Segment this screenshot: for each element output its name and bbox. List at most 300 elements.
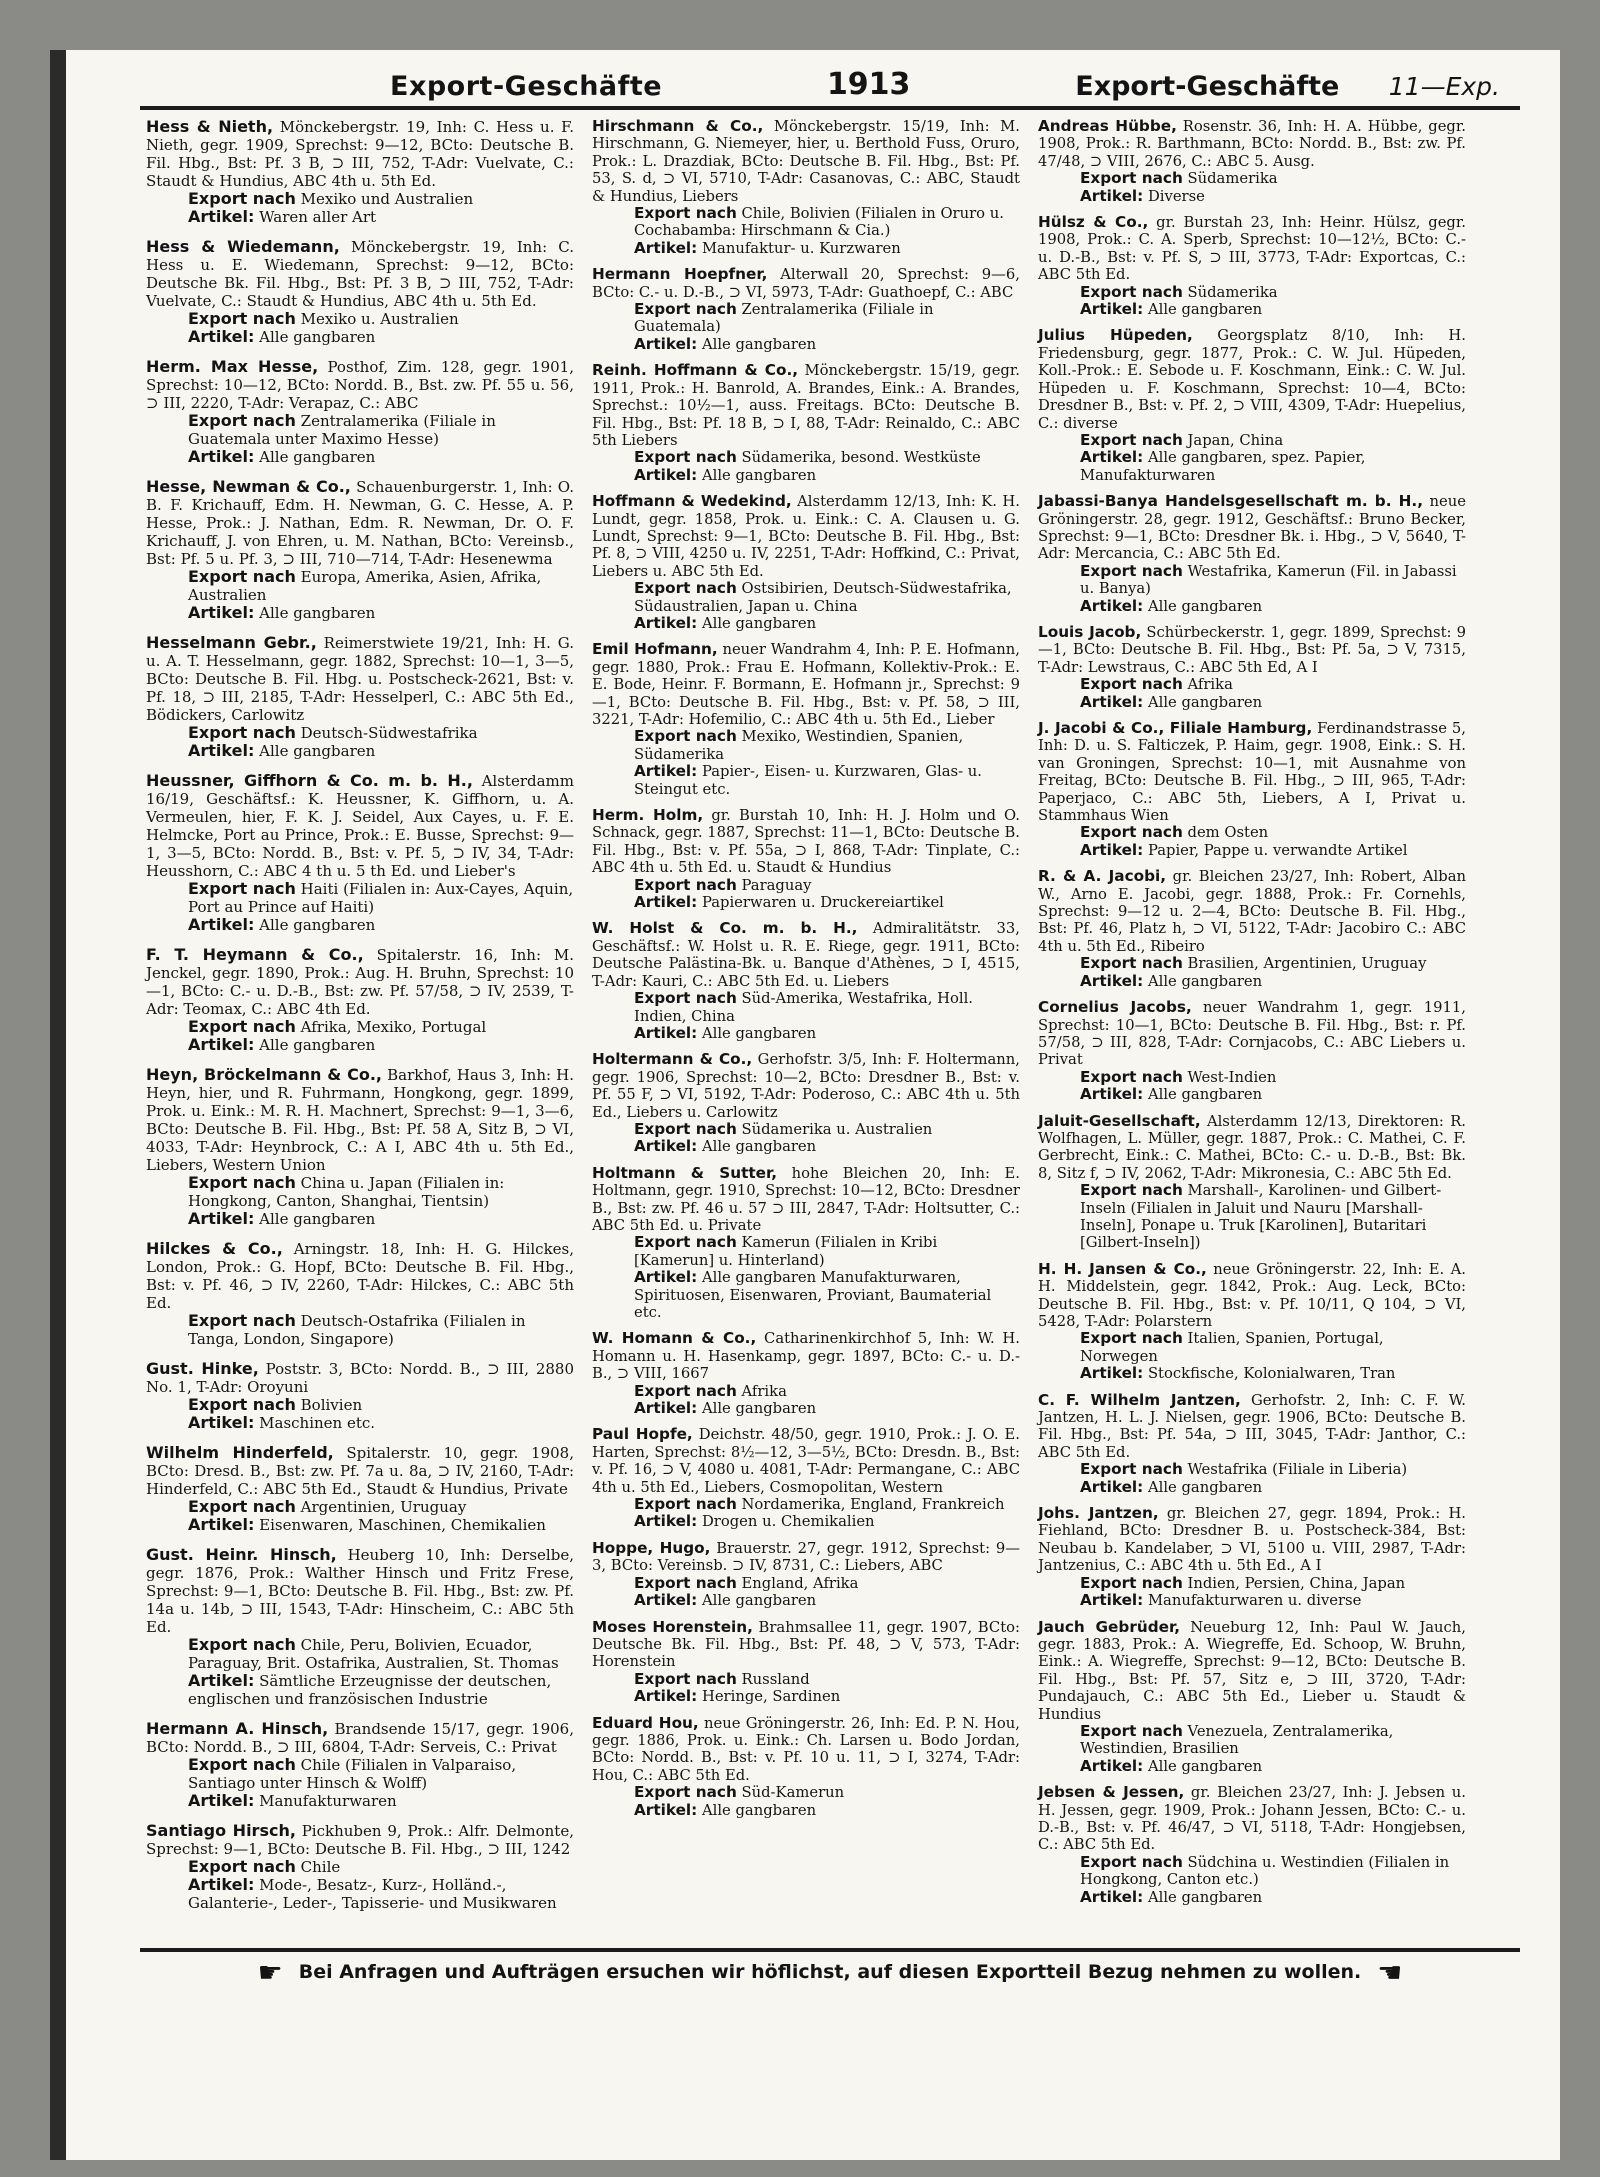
export-label: Export nach (634, 448, 737, 467)
export-value: Italien, Spanien, Portugal, Norwegen (1080, 1330, 1384, 1365)
export-value: Venezuela, Zentralamerika, Westindien, Brasilien (1080, 1722, 1394, 1758)
export-value: Westafrika (Filiale in Liberia) (1187, 1461, 1408, 1479)
entry-details (146, 478, 574, 568)
articles-label: Artikel: (188, 1671, 255, 1690)
entry-details (1038, 493, 1466, 563)
company-name: Hermann A. Hinsch, (146, 1719, 329, 1738)
company-name: Gust. Hinke, (146, 1359, 259, 1378)
company-name: Gust. Heinr. Hinsch, (146, 1545, 337, 1564)
export-label: Export nach (1080, 1067, 1183, 1086)
export-value: China u. Japan (Filialen in: Hongkong, Canton, Shanghai, Tientsin) (188, 1174, 505, 1210)
directory-entry (146, 358, 574, 466)
articles-value: Alle gangbaren (259, 448, 376, 466)
articles-value: Alle gangbaren (1147, 1757, 1263, 1775)
company-name: Jaluit-Gesellschaft, (1038, 1111, 1201, 1130)
articles-label: Artikel: (634, 613, 698, 632)
export-destinations (146, 1396, 574, 1414)
export-destinations (146, 1858, 574, 1876)
company-name: Hesselmann Gebr., (146, 633, 317, 652)
export-destinations (146, 1498, 574, 1516)
company-name: Julius Hüpeden, (1038, 326, 1193, 345)
entry-details (592, 1715, 1020, 1785)
articles (592, 1513, 1020, 1530)
export-label: Export nach (188, 723, 296, 742)
export-destinations (592, 1575, 1020, 1592)
articles (592, 763, 1020, 798)
export-label: Export nach (188, 879, 296, 898)
company-name: R. & A. Jacobi, (1038, 867, 1167, 886)
export-destinations (146, 1312, 574, 1348)
articles-value: Alle gangbaren, spez. Papier, Manufakturwaren (1080, 449, 1366, 484)
company-name: Heussner, Giffhorn & Co. m. b. H., (146, 771, 473, 790)
company-name: Moses Horenstein, (592, 1617, 753, 1636)
directory-entry (592, 807, 1020, 911)
company-name: J. Jacobi & Co., Filiale Hamburg, (1038, 719, 1313, 737)
export-label: Export nach (188, 1635, 296, 1654)
entry-details (146, 772, 574, 880)
articles-value: Heringe, Sardinen (701, 1688, 841, 1706)
directory-entry (146, 1546, 574, 1708)
header-right-group (1075, 71, 1500, 102)
articles (1038, 842, 1466, 859)
export-label: Export nach (1080, 1573, 1183, 1592)
export-destinations (1038, 170, 1466, 187)
articles (1038, 1592, 1466, 1609)
export-label: Export nach (1080, 1460, 1183, 1479)
export-destinations (1038, 824, 1466, 841)
articles-label: Artikel: (1080, 692, 1144, 711)
export-label: Export nach (1080, 1181, 1183, 1200)
export-value: Afrika (1187, 676, 1233, 694)
company-details: Alterwall 20, Sprechst: 9—6, BCto: C.- u. D.-B., ⊃ VI, 5973, T-Adr: Guathoepf, C.: ABC (592, 266, 1020, 301)
directory-entry (592, 118, 1020, 257)
entry-details (592, 118, 1020, 205)
export-value: Süd-Kamerun (741, 1784, 845, 1802)
export-destinations (592, 1784, 1020, 1801)
company-details: Arningstr. 18, Inh: H. G. Hilckes, London, Prok.: G. Hopf, BCto: Deutsche B. Fil. Hbg., Bst: v. Pf. 46, ⊃ IV, 2260, T-Adr: Hilckes, C.: ABC 5th Ed. (146, 1240, 575, 1312)
directory-entry (146, 946, 574, 1054)
export-label: Export nach (634, 1783, 737, 1802)
export-destinations (1038, 1723, 1466, 1758)
export-value: Südamerika (1187, 170, 1278, 188)
entry-details (1038, 1261, 1466, 1331)
company-name: Herm. Max Hesse, (146, 357, 319, 376)
entry-details (146, 1240, 574, 1312)
articles (146, 1516, 574, 1534)
entry-details (592, 1426, 1020, 1496)
export-value: Kamerun (Filialen in Kribi [Kamerun] u. Hinterland) (634, 1234, 938, 1269)
company-name: Holtermann & Co., (592, 1050, 753, 1069)
company-details: Gerhofstr. 2, Inh: C. F. W. Jantzen, H. L. J. Nielsen, gegr. 1906, BCto: Deutsche B. Fil. Hbg., Bst: Pf. 54a, ⊃ III, 3045, T-Adr: Janthor, C.: ABC 5th Ed. (1038, 1391, 1466, 1461)
page-number: 11—Exp. (1388, 72, 1500, 101)
company-name: H. H. Jansen & Co., (1038, 1259, 1207, 1278)
articles-value: Maschinen etc. (259, 1414, 376, 1432)
articles (146, 742, 574, 760)
company-name: Hoppe, Hugo, (592, 1538, 711, 1557)
articles (146, 208, 574, 226)
export-label: Export nach (1080, 1852, 1183, 1871)
directory-entry (146, 478, 574, 622)
export-label: Export nach (1080, 675, 1183, 694)
articles-label: Artikel: (634, 1687, 698, 1706)
articles-label: Artikel: (634, 1137, 698, 1156)
directory-entry (592, 1715, 1020, 1819)
articles-label: Artikel: (634, 1268, 698, 1287)
export-value: Chile, Bolivien (Filialen in Oruro u. Cochabamba: Hirschmann & Cia.) (634, 205, 1004, 240)
articles-value: Manufaktur- u. Kurzwaren (701, 239, 901, 257)
entry-details (1038, 720, 1466, 824)
articles-value: Alle gangbaren (1147, 1478, 1263, 1496)
company-details: Spitalerstr. 16, Inh: M. Jenckel, gegr. 1890, Prok.: Aug. H. Bruhn, Sprechst: 10—1, BCto: C.- u. D.-B., Bst: zw. Pf. 57/58, ⊃ IV, 2539, T-Adr: Teomax, C.: ABC 4th Ed. (146, 946, 575, 1018)
company-name: Johs. Jantzen, (1038, 1504, 1159, 1523)
header-rule (140, 106, 1520, 110)
company-name: W. Holst & Co. m. b. H., (592, 919, 858, 938)
company-name: Hoffmann & Wedekind, (592, 492, 792, 511)
export-label: Export nach (634, 1495, 737, 1514)
export-label: Export nach (634, 579, 737, 598)
entry-details (146, 358, 574, 412)
export-destinations (592, 877, 1020, 894)
articles-label: Artikel: (1080, 1085, 1144, 1104)
company-details: Catharinenkirchhof 5, Inh: W. H. Homann u. H. Hasenkamp, gegr. 1897, BCto: C.- u. D.-B., ⊃ VIII, 1667 (592, 1330, 1020, 1383)
export-value: Deutsch-Südwestafrika (300, 724, 478, 742)
export-value: Süd-Amerika, Westafrika, Holl. Indien, China (634, 990, 973, 1025)
export-value: West-Indien (1187, 1068, 1277, 1086)
articles (1038, 301, 1466, 318)
export-label: Export nach (1080, 823, 1183, 842)
articles (1038, 1365, 1466, 1382)
entry-details (592, 266, 1020, 301)
articles-value: Papier, Pappe u. verwandte Artikel (1147, 841, 1408, 859)
export-value: Mexiko u. Australien (300, 310, 459, 328)
export-destinations (1038, 1182, 1466, 1252)
articles (1038, 1479, 1466, 1496)
page-header (140, 66, 1520, 102)
column-1 (146, 118, 574, 1924)
export-label: Export nach (1080, 1721, 1183, 1740)
articles-label: Artikel: (1080, 596, 1144, 615)
articles (146, 1672, 574, 1708)
articles-label: Artikel: (634, 238, 698, 257)
articles (592, 336, 1020, 353)
articles-label: Artikel: (188, 447, 255, 466)
company-name: Wilhelm Hinderfeld, (146, 1443, 334, 1462)
company-details: Barkhof, Haus 3, Inh: H. Heyn, hier, und R. Fuhrmann, Hongkong, gegr. 1899, Prok. u. Eink.: M. R. H. Machnert, Sprechst: 9—1, 3—6, BCto: Deutsche B. Fil. Hbg., Bst: Pf. 58 A, Sitz B, ⊃ VI, 4033, T-Adr: Heynbrock, C.: A I, ABC 4th u. 5th Ed., Liebers, Western Union (146, 1066, 574, 1174)
articles-label: Artikel: (634, 1512, 698, 1531)
export-destinations (146, 1636, 574, 1672)
articles-value: Alle gangbaren (701, 466, 817, 484)
company-details: Spitalerstr. 10, gegr. 1908, BCto: Dresd. B., Bst: zw. Pf. 7a u. 8a, ⊃ IV, 2160, T-Adr: Hinderfeld, C.: ABC 5th Ed., Staudt & Hundius, Private (146, 1444, 574, 1498)
header-left-title: Export-Geschäfte (390, 71, 663, 102)
articles-label: Artikel: (188, 603, 255, 622)
directory-entry (146, 238, 574, 346)
entry-details (1038, 1784, 1466, 1854)
export-label: Export nach (634, 1233, 737, 1252)
company-name: Emil Hofmann, (592, 640, 718, 659)
export-value: Ostsibirien, Deutsch-Südwestafrika, Südaustralien, Japan u. China (634, 580, 1012, 615)
directory-entry (592, 1051, 1020, 1155)
articles-label: Artikel: (634, 465, 698, 484)
articles-label: Artikel: (1080, 840, 1144, 859)
articles (146, 448, 574, 466)
articles-label: Artikel: (1080, 1364, 1144, 1383)
articles-value: Papierwaren u. Druckereiartikel (701, 894, 944, 912)
export-value: Zentralamerika (Filiale in Guatemala unter Maximo Hesse) (188, 412, 496, 448)
export-destinations (1038, 1575, 1466, 1592)
export-destinations (146, 1174, 574, 1210)
company-name: Jauch Gebrüder, (1038, 1617, 1181, 1636)
entry-details (592, 1619, 1020, 1671)
articles-value: Mode-, Besatz-, Kurz-, Holländ.-, Galanterie-, Leder-, Tapisserie- und Musikwaren (188, 1876, 557, 1912)
company-details: Alsterdamm 16/19, Geschäftsf.: K. Heussner, K. Giffhorn, u. A. Vermeulen, hier, F. K. J. Seidel, Aux Cayes, u. F. E. Helmcke, Port au Prince, Prok.: E. Busse, Sprechst: 9—1, 3—5, BCto: Nordd. B., Bst: v. Pf. 5, ⊃ IV, 34, T-Adr: Heusshorn, C.: ABC 4 th u. 5 th Ed. und Lieber's (146, 772, 574, 880)
export-value: Russland (741, 1670, 810, 1688)
export-value: Südchina u. Westindien (Filialen in Hongkong, Canton etc.) (1080, 1853, 1450, 1889)
directory-entry (146, 634, 574, 760)
column-3 (1038, 118, 1466, 1915)
export-value: Europa, Amerika, Asien, Afrika, Australien (188, 568, 542, 604)
articles-value: Alle gangbaren (259, 916, 376, 934)
company-name: F. T. Heymann & Co., (146, 945, 364, 964)
company-details: Brauerstr. 27, gegr. 1912, Sprechst: 9—3, BCto: Vereinsb. ⊃ IV, 8731, C.: Liebers, ABC (592, 1539, 1020, 1575)
export-value: Südamerika, besond. Westküste (741, 449, 981, 467)
articles-label: Artikel: (188, 1209, 255, 1228)
entry-details (1038, 624, 1466, 676)
directory-entry (1038, 493, 1466, 615)
export-value: Indien, Persien, China, Japan (1187, 1574, 1406, 1592)
articles-label: Artikel: (634, 1399, 698, 1418)
export-label: Export nach (188, 1497, 296, 1516)
articles-value: Manufakturwaren u. diverse (1147, 1592, 1362, 1610)
directory-entry (1038, 999, 1466, 1103)
articles (1038, 1086, 1466, 1103)
entry-details (1038, 327, 1466, 431)
export-value: Chile (300, 1858, 341, 1876)
company-details: gr. Bleichen 23/27, Inh: J. Jebsen u. H. Jessen, gegr. 1909, Prok.: Johann Jessen, BCto: C.- u. D.-B., Bst: v. Pf. 46/47, ⊃ VI, 5118, T-Adr: Hongjebsen, C.: ABC 5th Ed. (1038, 1784, 1466, 1854)
export-value: Paraguay (741, 876, 812, 894)
entry-details (146, 118, 574, 190)
export-value: Mexiko und Australien (300, 190, 474, 208)
articles (592, 1802, 1020, 1819)
export-destinations (146, 412, 574, 448)
articles-value: Alle gangbaren (259, 1210, 376, 1228)
entry-details (592, 1051, 1020, 1121)
articles-value: Alle gangbaren (701, 1138, 817, 1156)
articles (146, 1210, 574, 1228)
articles-label: Artikel: (188, 1515, 255, 1534)
articles-label: Artikel: (1080, 448, 1144, 467)
export-label: Export nach (188, 1755, 296, 1774)
export-label: Export nach (634, 1381, 737, 1400)
export-label: Export nach (1080, 1329, 1183, 1348)
company-details: Poststr. 3, BCto: Nordd. B., ⊃ III, 2880 No. 1, T-Adr: Oroyuni (146, 1360, 574, 1396)
directory-entry (146, 1066, 574, 1228)
export-destinations (146, 310, 574, 328)
entry-details (1038, 1392, 1466, 1462)
company-details: gr. Bleichen 23/27, Inh: Robert, Alban W., Arno E. Jacobi, gegr. 1888, Prok.: Fr. Cornehls, Sprechst: 9—12 u. 2—4, BCto: Deutsche B. Fil. Hbg., Bst: Pf. 46, Platz h, ⊃ VI, 5122, T-Adr: Jacobiro C.: ABC 4th u. 5th Ed., Ribeiro (1038, 868, 1467, 955)
articles (1038, 694, 1466, 711)
articles (592, 1688, 1020, 1705)
articles-label: Artikel: (188, 741, 255, 760)
articles-value: Alle gangbaren (701, 1592, 817, 1610)
company-name: Hesse, Newman & Co., (146, 477, 351, 496)
export-value: Haiti (Filialen in: Aux-Cayes, Aquin, Port au Prince auf Haiti) (188, 880, 574, 916)
articles (146, 1036, 574, 1054)
articles-value: Alle gangbaren (701, 614, 817, 632)
entry-details (1038, 868, 1466, 955)
directory-entry (592, 1540, 1020, 1610)
export-destinations (1038, 676, 1466, 693)
export-destinations (1038, 284, 1466, 301)
articles-label: Artikel: (188, 915, 255, 934)
articles-value: Alle gangbaren (1147, 1086, 1263, 1104)
export-value: Nordamerika, England, Frankreich (741, 1496, 1005, 1514)
articles-value: Waren aller Art (259, 208, 377, 226)
company-details: gr. Bleichen 27, gegr. 1894, Prok.: H. Fiehland, BCto: Dresdner B. u. Postscheck-384, Bst: Neubau b. Kandelaber, ⊃ VI, 5100 u. VIII, 2987, T-Adr: Jantzenius, C.: ABC 4th u. 5th Ed., A I (1038, 1505, 1466, 1575)
company-details: Mönckebergstr. 15/19, Inh: M. Hirschmann, G. Niemeyer, hier, u. Berthold Fuss, Oruro, Prok.: L. Drazdiak, BCto: Deutsche B. Fil. Hbg., Bst: Pf. 53, S. d, ⊃ VI, 5710, T-Adr: Casanovas, C.: ABC, Staudt & Hundius, Liebers (592, 118, 1020, 205)
export-destinations (146, 880, 574, 916)
export-label: Export nach (634, 1669, 737, 1688)
articles-label: Artikel: (188, 1035, 255, 1054)
entry-details (146, 1360, 574, 1396)
directory-entry (1038, 720, 1466, 859)
export-destinations (592, 728, 1020, 763)
entry-details (146, 1720, 574, 1756)
articles (1038, 1889, 1466, 1906)
export-label: Export nach (188, 567, 296, 586)
articles (592, 894, 1020, 911)
export-destinations (1038, 955, 1466, 972)
company-name: Jebsen & Jessen, (1038, 1783, 1185, 1802)
directory-entry (592, 362, 1020, 484)
company-details: Brahmsallee 11, gegr. 1907, BCto: Deutsche Bk. Fil. Hbg., Bst: Pf. 48, ⊃ V, 573, T-Adr: Horenstein (592, 1618, 1020, 1671)
company-details: Ferdinandstrasse 5, Inh: D. u. S. Falticzek, P. Haim, gegr. 1908, Eink.: S. H. van Groningen, Sprechst: 10—1, mit Ausnahme von Freitag, BCto: Deutsche B. Fil. Hbg., ⊃ III, 965, T-Adr: Paperjaco, C.: ABC 5th, Liebers, A I, Privat u. Stammhaus Wien (1038, 720, 1466, 825)
company-details: Brandsende 15/17, gegr. 1906, BCto: Nordd. B., ⊃ III, 6804, T-Adr: Serveis, C.: Privat (146, 1720, 574, 1756)
company-name: Holtmann & Sutter, (592, 1163, 778, 1182)
export-value: Afrika (741, 1382, 787, 1400)
entry-details (592, 1165, 1020, 1235)
articles-label: Artikel: (634, 1023, 698, 1042)
company-details: neue Gröningerstr. 22, Inh: E. A. H. Middelstein, gegr. 1842, Prok.: Aug. Leck, BCto: Deutsche B. Fil. Hbg., Bst: v. Pf. 10/11, Q 104, ⊃ VI, 5428, T-Adr: Polarstern (1038, 1260, 1466, 1330)
company-details: Pickhuben 9, Prok.: Alfr. Delmonte, Sprechst: 9—1, BCto: Deutsche B. Fil. Hbg., ⊃ III, 1242 (146, 1822, 574, 1858)
export-label: Export nach (188, 309, 296, 328)
export-destinations (592, 1496, 1020, 1513)
export-label: Export nach (1080, 169, 1183, 188)
directory-entry (592, 920, 1020, 1042)
articles-label: Artikel: (1080, 971, 1144, 990)
articles-value: Alle gangbaren (1147, 1888, 1263, 1906)
articles-value: Alle gangbaren (1147, 301, 1263, 319)
export-label: Export nach (634, 727, 737, 746)
entry-details (592, 920, 1020, 990)
export-label: Export nach (188, 1173, 296, 1192)
entry-details (592, 362, 1020, 449)
articles-label: Artikel: (1080, 300, 1144, 319)
export-destinations (592, 1121, 1020, 1138)
articles (592, 240, 1020, 257)
articles (592, 615, 1020, 632)
company-details: Gerhofstr. 3/5, Inh: F. Holtermann, gegr. 1906, Sprechst: 10—2, BCto: Dresdner B., Bst: v. Pf. 55 F, ⊃ VI, 5192, T-Adr: Poderoso, C.: ABC 4th u. 5th Ed., Liebers u. Carlowitz (592, 1051, 1020, 1121)
company-name: Reinh. Hoffmann & Co., (592, 361, 799, 380)
articles (146, 1792, 574, 1810)
entry-details (146, 238, 574, 310)
export-value: Afrika, Mexiko, Portugal (300, 1018, 487, 1036)
company-name: Jabassi-Banya Handelsgesellschaft m. b. H., (1038, 492, 1423, 511)
articles-label: Artikel: (634, 893, 698, 912)
export-value: Japan, China (1187, 431, 1284, 449)
company-name: Eduard Hou, (592, 1713, 699, 1732)
export-destinations (592, 1671, 1020, 1688)
entry-details (592, 807, 1020, 877)
articles-value: Stockfische, Kolonialwaren, Tran (1147, 1365, 1396, 1383)
articles-value: Alle gangbaren (701, 1400, 817, 1418)
articles-label: Artikel: (634, 1800, 698, 1819)
articles (592, 1400, 1020, 1417)
directory-entry (592, 266, 1020, 353)
company-name: Louis Jacob, (1038, 622, 1142, 641)
articles (1038, 1758, 1466, 1775)
company-details: Schürbeckerstr. 1, gegr. 1899, Sprechst: 9—1, BCto: Deutsche B. Fil. Hbg., Bst: Pf. 5a, ⊃ V, 7315, T-Adr: Lewstraus, C.: ABC 5th Ed, A I (1038, 623, 1466, 676)
articles-label: Artikel: (1080, 1756, 1144, 1775)
export-value: Chile (Filialen in Valparaiso, Santiago unter Hinsch & Wolff) (188, 1756, 517, 1792)
articles-value: Diverse (1147, 187, 1205, 205)
export-label: Export nach (634, 875, 737, 894)
pointing-hand-left-icon: ☛ (257, 1955, 283, 1989)
articles-value: Alle gangbaren (1147, 693, 1263, 711)
company-details: neue Gröningerstr. 26, Inh: Ed. P. N. Hou, gegr. 1886, Prok. u. Eink.: Ch. Larsen u. Bodo Jordan, BCto: Nordd. B., Bst: v. Pf. 10 u. 11, ⊃ I, 3274, T-Adr: Hou, C.: ABC 5th Ed. (592, 1714, 1020, 1784)
footer-rule (140, 1948, 1520, 1952)
directory-entry (146, 1822, 574, 1912)
directory-entry (1038, 1505, 1466, 1609)
company-details: Alsterdamm 12/13, Inh: K. H. Lundt, gegr. 1858, Prok. u. Eink.: C. A. Clausen u. G. Lundt, Sprechst: 9—1, BCto: Deutsche B. Fil. Hbg., Bst: Pf. 8, ⊃ VIII, 4250 u. IV, 2251, T-Adr: Hoffkind, C.: Privat, Liebers u. ABC 5th Ed. (592, 493, 1020, 580)
articles (592, 1025, 1020, 1042)
export-label: Export nach (188, 189, 296, 208)
export-destinations (592, 580, 1020, 615)
articles-value: Sämtliche Erzeugnisse der deutschen, englischen und französischen Industrie (188, 1672, 552, 1708)
directory-entry (1038, 1113, 1466, 1252)
entry-details (146, 634, 574, 724)
company-name: Paul Hopfe, (592, 1425, 693, 1444)
footer-note (140, 1956, 1520, 1988)
export-label: Export nach (188, 411, 296, 430)
directory-entry (1038, 118, 1466, 205)
export-label: Export nach (634, 1119, 737, 1138)
company-name: Heyn, Bröckelmann & Co., (146, 1065, 383, 1084)
export-label: Export nach (1080, 954, 1183, 973)
company-details: neue Gröningerstr. 28, gegr. 1912, Geschäftsf.: Bruno Becker, Sprechst: 9—1, BCto: Dresdner Bk. i. Hbg., ⊃ V, 5640, T-Adr: Mercancia, C.: ABC 5th Ed. (1038, 493, 1466, 563)
articles-label: Artikel: (634, 334, 698, 353)
export-destinations (592, 990, 1020, 1025)
entry-details (1038, 999, 1466, 1069)
export-destinations (1038, 1854, 1466, 1889)
export-destinations (592, 301, 1020, 336)
export-value: Marshall-, Karolinen- und Gilbert-Inseln (Filialen in Jaluit und Nauru [Marshall-Inseln], Ponape u. Truk [Karolinen], Butaritari [Gilbert-Inseln]) (1080, 1182, 1442, 1252)
directory-entry (1038, 1784, 1466, 1906)
articles (146, 328, 574, 346)
company-details: Admiralitätstr. 33, Geschäftsf.: W. Holst u. R. E. Riege, gegr. 1911, BCto: Deutsche Palästina-Bk. u. Banque d'Athènes, ⊃ I, 4515, T-Adr: Kauri, C.: ABC 5th Ed. u. Liebers (592, 920, 1020, 990)
articles (146, 1876, 574, 1912)
articles (592, 467, 1020, 484)
export-destinations (592, 449, 1020, 466)
header-right-title: Export-Geschäfte (1075, 71, 1340, 102)
company-name: W. Homann & Co., (592, 1329, 757, 1348)
export-destinations (1038, 1069, 1466, 1086)
articles-value: Alle gangbaren (1147, 972, 1263, 990)
entry-details (1038, 1619, 1466, 1723)
company-details: neuer Wandrahm 4, Inh: P. E. Hofmann, gegr. 1880, Prok.: Frau E. Hofmann, Kollektiv-Prok.: E. E. Bode, Heinr. F. Bormann, E. Hofmann jr., Sprechst: 9—1, BCto: Deutsche B. Fil. Hbg., Bst: v. Pf. 58, ⊃ III, 3221, T-Adr: Hofemilio, C.: ABC 4th u. 5th Ed., Lieber (592, 641, 1020, 728)
directory-entry (146, 1360, 574, 1432)
articles-label: Artikel: (188, 1791, 255, 1810)
articles (1038, 598, 1466, 615)
